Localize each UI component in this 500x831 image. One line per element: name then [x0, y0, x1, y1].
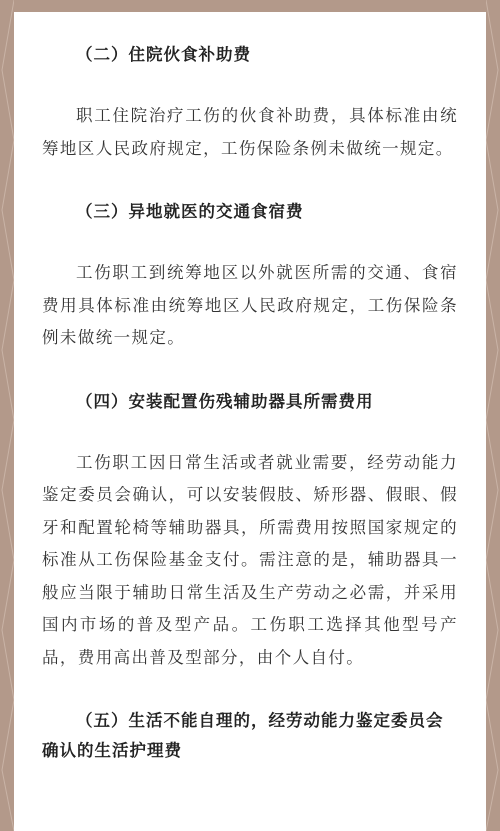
left-zigzag-border — [0, 0, 14, 831]
section-paragraph-4: 工伤职工因日常生活或者就业需要，经劳动能力鉴定委员会确认，可以安装假肢、矫形器、假眼、假牙和配置轮椅等辅助器具，所需费用按照国家规定的标准从工伤保险基金支付。需注意的是，辅助器具一般应当限于辅助日常生活及生产劳动之必需，并采用国内市场的普及型产品。工伤职工选择其他型号产品，费用高出普及型部分，由个人自付。 — [42, 452, 458, 667]
section-paragraph-3: 工伤职工到统筹地区以外就医所需的交通、食宿费用具体标准由统筹地区人民政府规定，工伤保险条例未做统一规定。 — [42, 263, 458, 347]
section-heading-5: （五）生活不能自理的，经劳动能力鉴定委员会确认的生活护理费 — [42, 711, 444, 760]
section-heading-4: （四）安装配置伤残辅助器具所需费用 — [76, 391, 374, 411]
right-zigzag-border — [486, 0, 500, 831]
section-heading-3: （三）异地就医的交通食宿费 — [76, 202, 304, 221]
document-page — [14, 12, 486, 831]
section-heading-2: （二）住院伙食补助费 — [76, 45, 251, 64]
section-paragraph-2: 职工住院治疗工伤的伙食补助费，具体标准由统筹地区人民政府规定，工伤保险条例未做统一规定。 — [42, 106, 458, 158]
